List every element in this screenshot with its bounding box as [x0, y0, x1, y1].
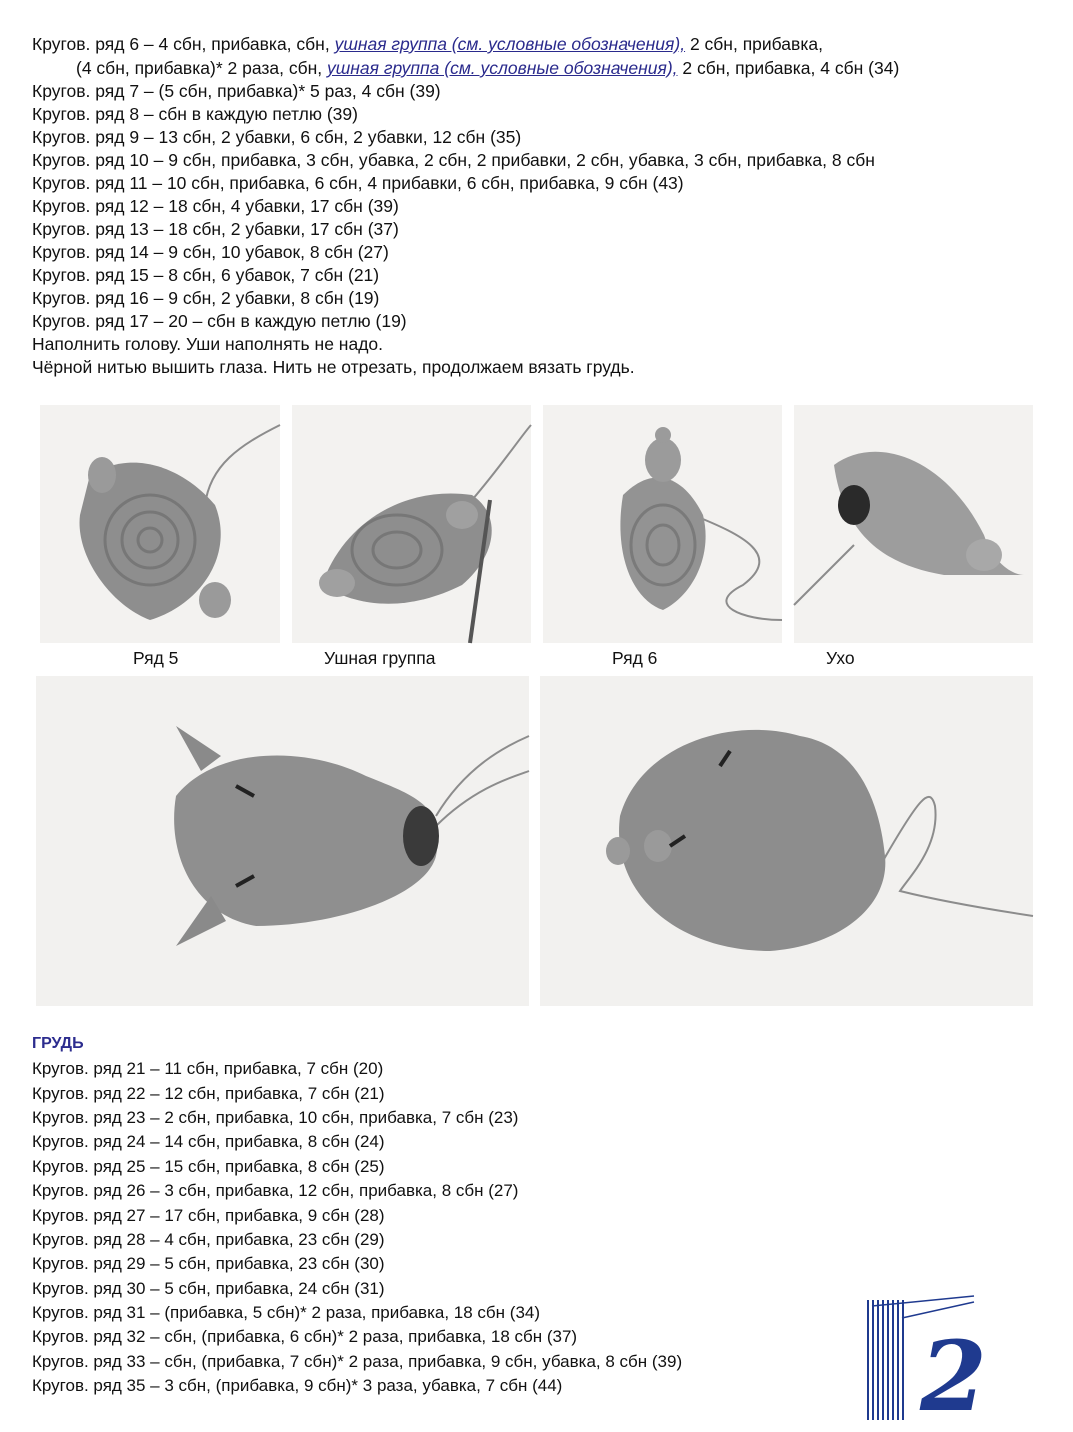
row-14: Кругов. ряд 14 – 9 сбн, 10 убавок, 8 сбн (27)	[32, 242, 389, 262]
caption-row-6: Ряд 6	[612, 648, 658, 668]
chest-row-23: Кругов. ряд 23 – 2 сбн, прибавка, 10 сбн, прибавка, 7 сбн (23)	[32, 1108, 519, 1127]
page-number-logo	[862, 1292, 987, 1432]
chest-row-35: Кругов. ряд 35 – 3 сбн, (прибавка, 9 сбн)* 3 раза, убавка, 7 сбн (44)	[32, 1376, 563, 1395]
row-6-text-4: 2 сбн, прибавка, 4 сбн (34)	[677, 58, 900, 78]
row-6-text-3: (4 сбн, прибавка)* 2 раза, сбн,	[76, 58, 327, 78]
row-10: Кругов. ряд 10 – 9 сбн, прибавка, 3 сбн, убавка, 2 сбн, 2 прибавки, 2 сбн, убавка, 3 сбн, прибавка, 8 сбн	[32, 150, 875, 170]
chest-row-24: Кругов. ряд 24 – 14 сбн, прибавка, 8 сбн (24)	[32, 1132, 385, 1151]
chest-row-27: Кругов. ряд 27 – 17 сбн, прибавка, 9 сбн (28)	[32, 1206, 385, 1225]
row-9: Кругов. ряд 9 – 13 сбн, 2 убавки, 6 сбн, 2 убавки, 12 сбн (35)	[32, 127, 522, 147]
chest-heading: ГРУДЬ	[32, 1035, 84, 1052]
fill-head-note: Наполнить голову. Уши наполнять не надо.	[32, 334, 383, 354]
photo-ear	[794, 405, 1033, 643]
photo-row-6	[543, 405, 782, 643]
chest-row-29: Кругов. ряд 29 – 5 сбн, прибавка, 23 сбн (30)	[32, 1254, 385, 1273]
chest-row-31: Кругов. ряд 31 – (прибавка, 5 сбн)* 2 раза, прибавка, 18 сбн (34)	[32, 1303, 541, 1322]
embroider-eyes-note: Чёрной нитью вышить глаза. Нить не отрезать, продолжаем вязать грудь.	[32, 357, 635, 377]
row-11: Кругов. ряд 11 – 10 сбн, прибавка, 6 сбн, 4 прибавки, 6 сбн, прибавка, 9 сбн (43)	[32, 173, 684, 193]
row-8: Кругов. ряд 8 – сбн в каждую петлю (39)	[32, 104, 358, 124]
row-17-20: Кругов. ряд 17 – 20 – сбн в каждую петлю (19)	[32, 311, 407, 331]
row-16: Кругов. ряд 16 – 9 сбн, 2 убавки, 8 сбн (19)	[32, 288, 380, 308]
photo-head-side	[540, 676, 1033, 1006]
chest-row-30: Кругов. ряд 30 – 5 сбн, прибавка, 24 сбн (31)	[32, 1279, 385, 1298]
row-15: Кругов. ряд 15 – 8 сбн, 6 убавок, 7 сбн (21)	[32, 265, 380, 285]
caption-row-5: Ряд 5	[133, 648, 179, 668]
row-6-text-1: Кругов. ряд 6 – 4 сбн, прибавка, сбн,	[32, 34, 335, 54]
row-6-line-1	[32, 33, 823, 55]
chest-row-28: Кругов. ряд 28 – 4 сбн, прибавка, 23 сбн (29)	[32, 1230, 385, 1249]
chest-row-25: Кругов. ряд 25 – 15 сбн, прибавка, 8 сбн (25)	[32, 1157, 385, 1176]
caption-ear: Ухо	[826, 648, 855, 668]
chest-row-33: Кругов. ряд 33 – сбн, (прибавка, 7 сбн)* 2 раза, прибавка, 9 сбн, убавка, 8 сбн (39)	[32, 1352, 683, 1371]
caption-ear-group: Ушная группа	[324, 648, 436, 668]
ear-group-link-1[interactable]: ушная группа (см. условные обозначения),	[334, 34, 686, 54]
page-number: 2	[920, 1320, 987, 1432]
row-13: Кругов. ряд 13 – 18 сбн, 2 убавки, 17 сбн (37)	[32, 219, 399, 239]
row-6-line-2	[76, 57, 899, 79]
photo-head-front	[36, 676, 529, 1006]
row-6-text-2: 2 сбн, прибавка,	[685, 34, 823, 54]
photo-row-5	[40, 405, 280, 643]
chest-row-22: Кругов. ряд 22 – 12 сбн, прибавка, 7 сбн (21)	[32, 1084, 385, 1103]
chest-row-26: Кругов. ряд 26 – 3 сбн, прибавка, 12 сбн, прибавка, 8 сбн (27)	[32, 1181, 519, 1200]
ear-group-link-2[interactable]: ушная группа (см. условные обозначения),	[327, 58, 678, 78]
row-7: Кругов. ряд 7 – (5 сбн, прибавка)* 5 раз, 4 сбн (39)	[32, 81, 441, 101]
chest-row-21: Кругов. ряд 21 – 11 сбн, прибавка, 7 сбн (20)	[32, 1059, 384, 1078]
chest-row-32: Кругов. ряд 32 – сбн, (прибавка, 6 сбн)* 2 раза, прибавка, 18 сбн (37)	[32, 1327, 578, 1346]
row-12: Кругов. ряд 12 – 18 сбн, 4 убавки, 17 сбн (39)	[32, 196, 399, 216]
photo-ear-group	[292, 405, 531, 643]
